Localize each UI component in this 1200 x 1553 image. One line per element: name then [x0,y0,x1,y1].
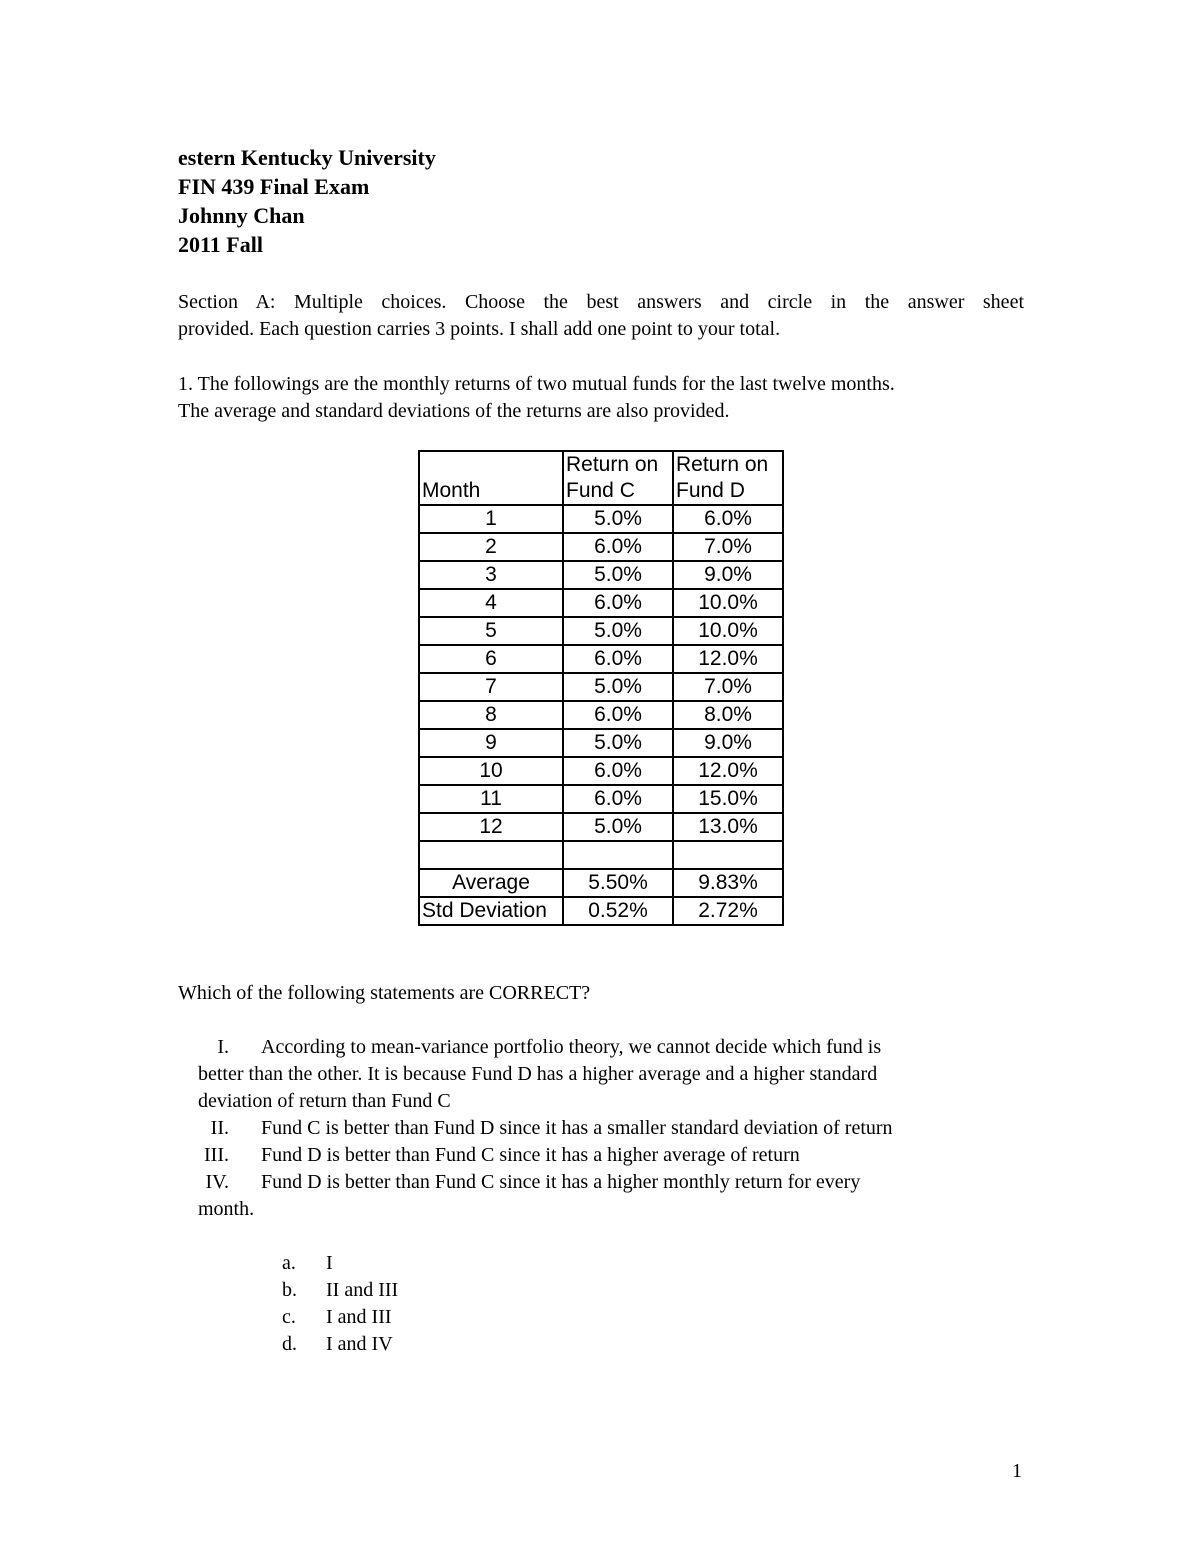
instructor-name: Johnny Chan [178,203,305,228]
answer-options [282,1250,398,1358]
option-letter: d. [282,1333,297,1355]
statement-continuation: month. [198,1198,255,1220]
fund-c-cell: 5.0% [563,673,673,701]
fund-d-cell: 7.0% [673,533,783,561]
month-cell: 1 [419,505,563,533]
fund-d-cell: 12.0% [673,645,783,673]
fund-c-cell: 5.0% [563,505,673,533]
question-1-line-2: The average and standard deviations of the returns are also provided. [178,400,730,422]
month-cell: 8 [419,701,563,729]
exam-title: FIN 439 Final Exam [178,174,370,199]
month-cell: 5 [419,617,563,645]
section-instructions-line-1: Section A: Multiple choices. Choose the best answers and circle in the answer sheet [178,291,1024,313]
month-cell: 11 [419,785,563,813]
fund-c-cell: 6.0% [563,589,673,617]
table-row [419,533,783,561]
fund-d-cell: 12.0% [673,757,783,785]
empty-cell [673,841,783,869]
fund-c-cell: 5.0% [563,729,673,757]
table-std-row [419,897,783,925]
empty-cell [419,841,563,869]
answer-option-c[interactable] [282,1304,398,1331]
header-fund-c-line-2: Fund C [566,479,635,502]
option-letter: a. [282,1252,296,1274]
fund-c-cell: 5.0% [563,617,673,645]
average-label: Average [419,869,563,897]
table-average-row [419,869,783,897]
option-text: I [326,1252,333,1274]
table-row [419,813,783,841]
month-cell: 3 [419,561,563,589]
table-row [419,701,783,729]
fund-d-cell: 10.0% [673,589,783,617]
table-row [419,729,783,757]
option-text: I and III [326,1306,392,1328]
statement-continuation: better than the other. It is because Fund D has a higher average and a higher standard [198,1063,878,1085]
fund-d-cell: 8.0% [673,701,783,729]
option-text: II and III [326,1279,399,1301]
table-row [419,785,783,813]
statement-item [193,1115,1023,1142]
statement-number: III. [204,1144,229,1166]
header-fund-d [673,451,783,505]
fund-c-cell: 6.0% [563,533,673,561]
section-instructions-line-2: provided. Each question carries 3 points. I shall add one point to your total. [178,318,781,340]
fund-d-cell: 13.0% [673,813,783,841]
question-1-line-1: 1. The followings are the monthly returns of two mutual funds for the last twelve months. [178,373,895,395]
statement-text: Fund D is better than Fund C since it has a higher average of return [261,1144,800,1166]
option-text: I and IV [326,1333,393,1355]
fund-d-cell: 9.0% [673,561,783,589]
month-cell: 10 [419,757,563,785]
header-month: Month [419,451,563,505]
fund-c-cell: 5.0% [563,561,673,589]
average-fund-d: 9.83% [673,869,783,897]
question-prompt: Which of the following statements are CORRECT? [178,982,591,1004]
fund-d-cell: 6.0% [673,505,783,533]
fund-d-cell: 7.0% [673,673,783,701]
header-fund-d-line-1: Return on [676,453,769,476]
table-row [419,589,783,617]
header-fund-c-line-1: Return on [566,453,659,476]
statements-list [193,1034,1023,1223]
fund-returns-table [418,450,784,926]
university-name: estern Kentucky University [178,145,436,170]
header-fund-c [563,451,673,505]
month-cell: 4 [419,589,563,617]
fund-c-cell: 5.0% [563,813,673,841]
fund-c-cell: 6.0% [563,701,673,729]
statement-continuation: deviation of return than Fund C [198,1090,451,1112]
month-cell: 2 [419,533,563,561]
answer-option-d[interactable] [282,1331,398,1358]
fund-c-cell: 6.0% [563,645,673,673]
month-cell: 6 [419,645,563,673]
statement-number: II. [210,1117,229,1139]
table-row [419,505,783,533]
month-cell: 7 [419,673,563,701]
std-fund-d: 2.72% [673,897,783,925]
option-letter: c. [282,1306,296,1328]
fund-c-cell: 6.0% [563,785,673,813]
std-fund-c: 0.52% [563,897,673,925]
month-cell: 12 [419,813,563,841]
table-row [419,645,783,673]
fund-d-cell: 10.0% [673,617,783,645]
statement-text: Fund D is better than Fund C since it has a higher monthly return for every [261,1171,861,1193]
statement-item [193,1034,1023,1061]
exam-term: 2011 Fall [178,232,263,257]
page-number: 1 [1012,1460,1022,1482]
statement-number: IV. [205,1171,229,1193]
fund-c-cell: 6.0% [563,757,673,785]
statement-item [193,1142,1023,1169]
option-letter: b. [282,1279,297,1301]
answer-option-b[interactable] [282,1277,398,1304]
fund-d-cell: 9.0% [673,729,783,757]
table-empty-row [419,841,783,869]
question-1-text [178,371,1024,425]
empty-cell [563,841,673,869]
table-row [419,561,783,589]
std-label: Std Deviation [419,897,563,925]
statement-text: According to mean-variance portfolio theory, we cannot decide which fund is [261,1036,882,1058]
table-header-row [419,451,783,505]
average-fund-c: 5.50% [563,869,673,897]
fund-d-cell: 15.0% [673,785,783,813]
statement-text: Fund C is better than Fund D since it has a smaller standard deviation of return [261,1117,893,1139]
table-row [419,617,783,645]
answer-option-a[interactable] [282,1250,398,1277]
month-cell: 9 [419,729,563,757]
statement-number: I. [217,1036,229,1058]
section-instructions [178,289,1024,343]
table-row [419,757,783,785]
statement-item [193,1169,1023,1196]
table-row [419,673,783,701]
header-fund-d-line-2: Fund D [676,479,745,502]
